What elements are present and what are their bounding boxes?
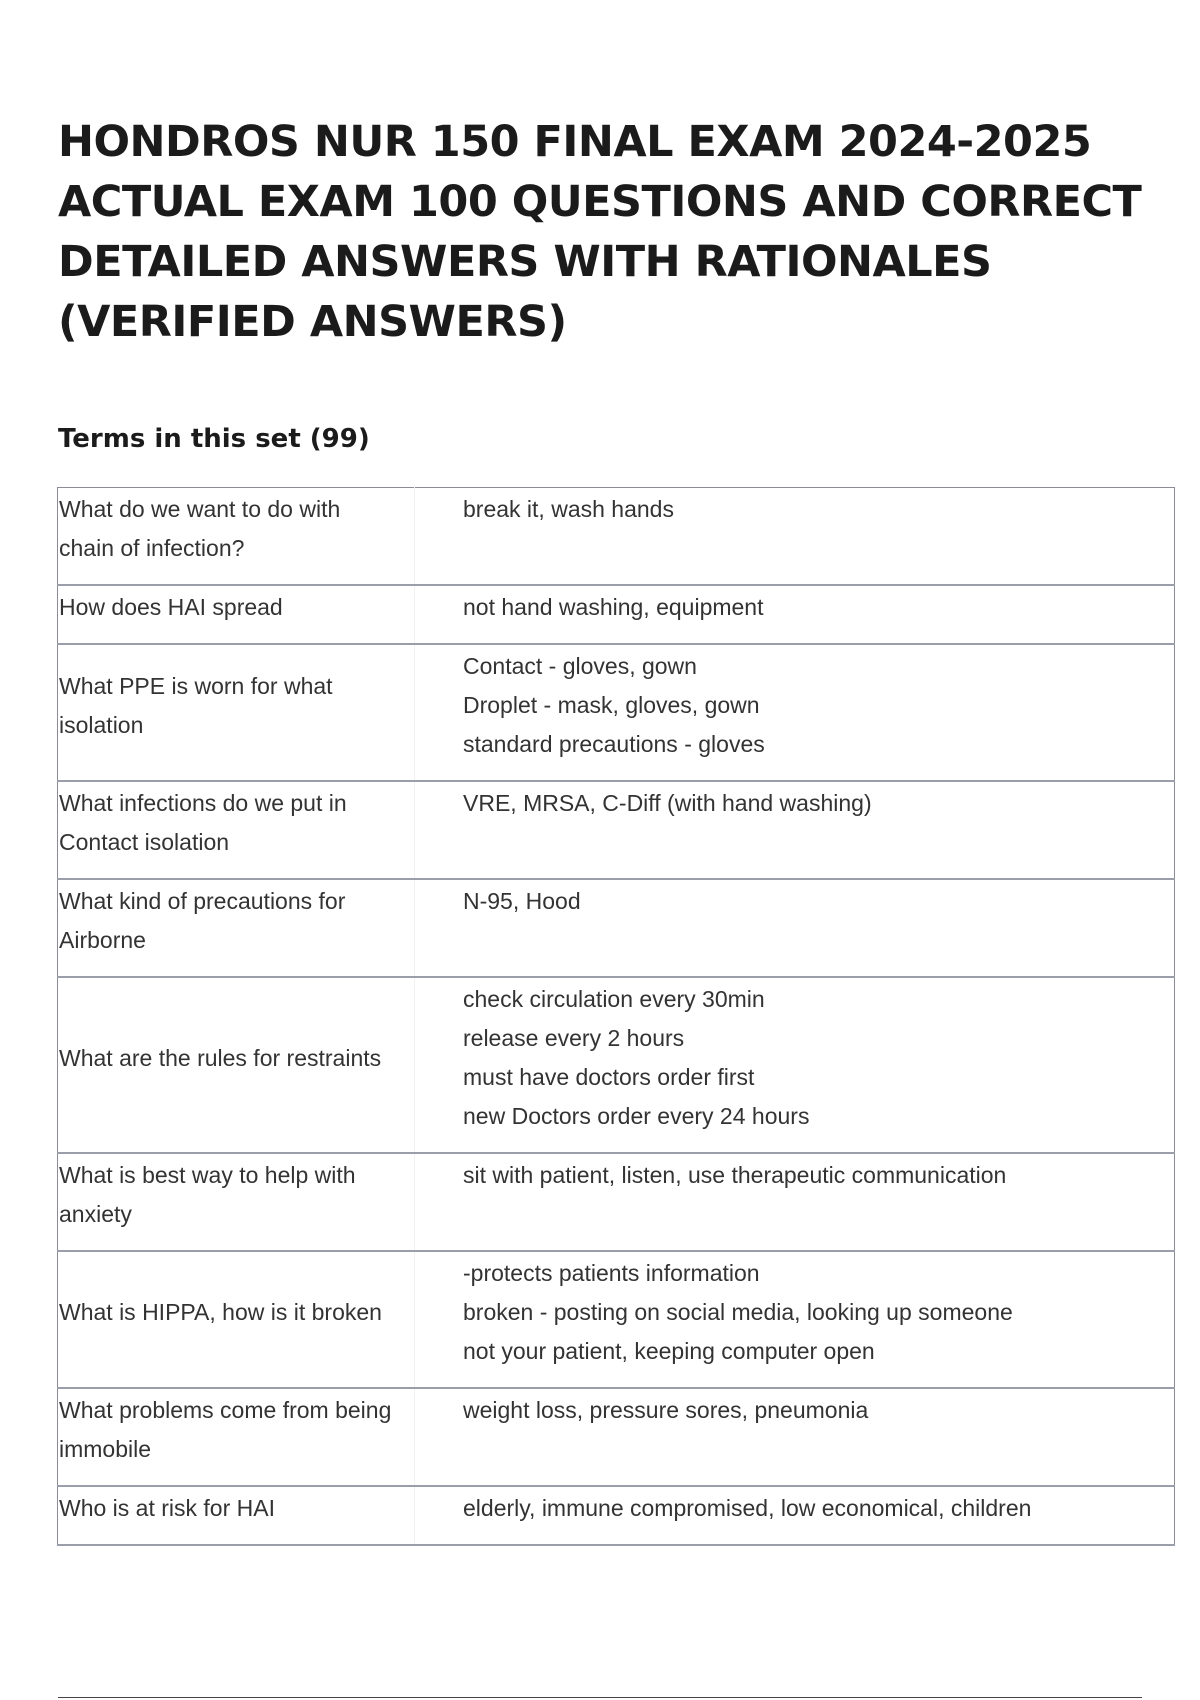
definition-cell — [415, 644, 1175, 781]
definition-line: broken - posting on social media, looking up someone — [463, 1299, 1013, 1325]
definition-cell — [415, 781, 1175, 879]
term-cell: What do we want to do with chain of infection? — [58, 488, 415, 586]
term-cell: What infections do we put in Contact isolation — [58, 781, 415, 879]
definition-line: Droplet - mask, gloves, gown — [463, 692, 760, 718]
definition-cell — [415, 1388, 1175, 1486]
term-cell: What PPE is worn for what isolation — [58, 644, 415, 781]
definition-cell — [415, 977, 1175, 1153]
definition-cell — [415, 1153, 1175, 1251]
term-row — [58, 1388, 1175, 1486]
terms-heading: Terms in this set (99) — [58, 424, 370, 454]
definition-cell — [415, 1486, 1175, 1545]
definition-line: must have doctors order first — [463, 1064, 755, 1090]
term-cell: How does HAI spread — [58, 585, 415, 644]
term-row — [58, 1153, 1175, 1251]
definition-line: Contact - gloves, gown — [463, 653, 697, 679]
term-cell: Who is at risk for HAI — [58, 1486, 415, 1545]
term-row — [58, 644, 1175, 781]
definition-line: standard precautions - gloves — [463, 731, 765, 757]
definition-line: release every 2 hours — [463, 1025, 685, 1051]
definition-line: not your patient, keeping computer open — [463, 1338, 875, 1364]
terms-table — [57, 487, 1175, 1546]
definition-cell — [415, 1251, 1175, 1388]
term-row — [58, 1486, 1175, 1545]
term-row — [58, 977, 1175, 1153]
definition-line: new Doctors order every 24 hours — [463, 1103, 810, 1129]
definition-line: check circulation every 30min — [463, 986, 765, 1012]
term-cell: What is HIPPA, how is it broken — [58, 1251, 415, 1388]
term-row — [58, 585, 1175, 644]
term-cell: What problems come from being immobile — [58, 1388, 415, 1486]
term-row — [58, 879, 1175, 977]
definition-line: VRE, MRSA, C-Diff (with hand washing) — [463, 790, 872, 816]
definition-line: break it, wash hands — [463, 496, 674, 522]
term-row — [58, 1251, 1175, 1388]
term-row — [58, 781, 1175, 879]
definition-line: -protects patients information — [463, 1260, 760, 1286]
definition-line: not hand washing, equipment — [463, 594, 764, 620]
term-cell: What is best way to help with anxiety — [58, 1153, 415, 1251]
term-cell: What kind of precautions for Airborne — [58, 879, 415, 977]
footer-divider — [58, 1697, 1142, 1698]
definition-line: elderly, immune compromised, low economical, children — [463, 1495, 1032, 1521]
term-row — [58, 488, 1175, 586]
definition-line: weight loss, pressure sores, pneumonia — [463, 1397, 869, 1423]
definition-cell — [415, 488, 1175, 586]
page-title: HONDROS NUR 150 FINAL EXAM 2024-2025 ACTUAL EXAM 100 QUESTIONS AND CORRECT DETAILED ANSWERS WITH RATIONALES (VERIFIED ANSWERS) — [58, 117, 1142, 347]
definition-line: N-95, Hood — [463, 888, 581, 914]
definition-cell — [415, 879, 1175, 977]
definition-line: sit with patient, listen, use therapeutic communication — [463, 1162, 1007, 1188]
term-cell: What are the rules for restraints — [58, 977, 415, 1153]
definition-cell — [415, 585, 1175, 644]
